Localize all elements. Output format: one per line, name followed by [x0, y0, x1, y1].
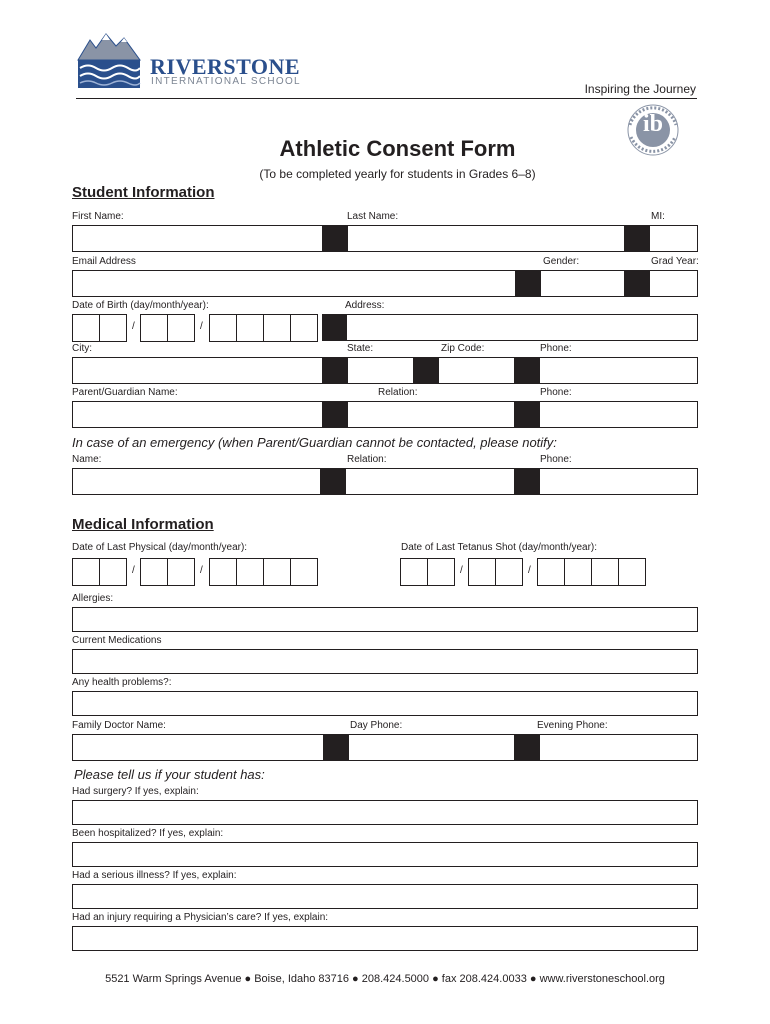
date-separator: /: [200, 565, 203, 576]
address-label: Address:: [345, 300, 385, 311]
day-phone-field[interactable]: [348, 734, 515, 761]
state-label: State:: [347, 343, 374, 354]
separator-block: [515, 401, 539, 428]
parent-relation-field[interactable]: [347, 401, 515, 428]
separator-block: [625, 270, 649, 297]
surgery-label: Had surgery? If yes, explain:: [72, 786, 199, 797]
student-info-heading: Student Information: [72, 184, 215, 201]
parent-phone-label: Phone:: [540, 387, 572, 398]
zip-field[interactable]: [438, 357, 515, 384]
emergency-phone-label: Phone:: [540, 454, 572, 465]
parent-name-field[interactable]: [72, 401, 323, 428]
footer-contact: 5521 Warm Springs Avenue ● Boise, Idaho 83716 ● 208.424.5000 ● fax 208.424.0033 ● www.riverstoneschool.org: [105, 973, 665, 985]
relation-label: Relation:: [378, 387, 418, 398]
injury-label: Had an injury requiring a Physician’s care? If yes, explain:: [72, 912, 329, 923]
surgery-field[interactable]: [72, 800, 698, 825]
zip-label: Zip Code:: [441, 343, 485, 354]
address-field[interactable]: [346, 314, 698, 341]
emergency-relation-field[interactable]: [345, 468, 515, 495]
mi-field[interactable]: [649, 225, 698, 252]
parent-name-label: Parent/Guardian Name:: [72, 387, 178, 398]
parent-phone-field[interactable]: [539, 401, 698, 428]
grad-year-label: Grad Year:: [651, 256, 699, 267]
first-name-label: First Name:: [72, 211, 124, 222]
emergency-heading: In case of an emergency (when Parent/Guardian cannot be contacted, please notify:: [72, 435, 557, 450]
last-name-field[interactable]: [347, 225, 625, 252]
hospitalized-field[interactable]: [72, 842, 698, 867]
separator-block: [324, 734, 348, 761]
email-field[interactable]: [72, 270, 516, 297]
doctor-name-field[interactable]: [72, 734, 324, 761]
separator-block: [321, 468, 345, 495]
date-separator: /: [132, 321, 135, 332]
date-separator: /: [132, 565, 135, 576]
school-name: RIVERSTONE: [150, 54, 301, 79]
allergies-label: Allergies:: [72, 593, 114, 604]
evening-phone-field[interactable]: [539, 734, 698, 761]
emergency-phone-field[interactable]: [539, 468, 698, 495]
form-subtitle: (To be completed yearly for students in Grades 6–8): [259, 167, 536, 181]
illness-label: Had a serious illness? If yes, explain:: [72, 870, 237, 881]
last-tetanus-date-field[interactable]: [400, 558, 648, 586]
medications-field[interactable]: [72, 649, 698, 674]
date-separator: /: [460, 565, 463, 576]
medications-label: Current Medications: [72, 635, 162, 646]
day-phone-label: Day Phone:: [350, 720, 403, 731]
city-field[interactable]: [72, 357, 323, 384]
date-separator: /: [528, 565, 531, 576]
school-subname: INTERNATIONAL SCHOOL: [151, 76, 301, 87]
ib-logo-text: ib: [642, 111, 663, 137]
medical-info-heading: Medical Information: [72, 516, 214, 533]
last-physical-label: Date of Last Physical (day/month/year):: [72, 542, 248, 553]
emergency-name-field[interactable]: [72, 468, 321, 495]
health-problems-label: Any health problems?:: [72, 677, 172, 688]
city-label: City:: [72, 343, 92, 354]
separator-block: [323, 357, 347, 384]
separator-block: [515, 734, 539, 761]
phone-field[interactable]: [539, 357, 698, 384]
gender-label: Gender:: [543, 256, 580, 267]
emergency-relation-label: Relation:: [347, 454, 387, 465]
allergies-field[interactable]: [72, 607, 698, 632]
dob-label: Date of Birth (day/month/year):: [72, 300, 209, 311]
state-field[interactable]: [347, 357, 414, 384]
phone-label: Phone:: [540, 343, 572, 354]
doctor-name-label: Family Doctor Name:: [72, 720, 166, 731]
separator-block: [625, 225, 649, 252]
header-rule: [76, 98, 697, 99]
separator-block: [414, 357, 438, 384]
separator-block: [515, 357, 539, 384]
history-heading: Please tell us if your student has:: [74, 767, 265, 782]
hospitalized-label: Been hospitalized? If yes, explain:: [72, 828, 224, 839]
last-tetanus-label: Date of Last Tetanus Shot (day/month/year):: [401, 542, 598, 553]
last-name-label: Last Name:: [347, 211, 399, 222]
separator-block: [323, 401, 347, 428]
separator-block: [323, 225, 347, 252]
gender-field[interactable]: [540, 270, 625, 297]
form-title: Athletic Consent Form: [279, 136, 516, 161]
school-logo: [76, 30, 142, 92]
separator-block: [516, 270, 540, 297]
emergency-name-label: Name:: [72, 454, 102, 465]
injury-field[interactable]: [72, 926, 698, 951]
illness-field[interactable]: [72, 884, 698, 909]
date-separator: /: [200, 321, 203, 332]
mountain-river-icon: [76, 30, 142, 92]
tagline: Inspiring the Journey: [584, 82, 696, 96]
separator-block: [515, 468, 539, 495]
first-name-field[interactable]: [72, 225, 323, 252]
grad-year-field[interactable]: [649, 270, 698, 297]
email-label: Email Address: [72, 256, 136, 267]
evening-phone-label: Evening Phone:: [537, 720, 608, 731]
health-problems-field[interactable]: [72, 691, 698, 716]
dob-field[interactable]: [72, 314, 320, 342]
mi-label: MI:: [651, 211, 665, 222]
separator-block: [322, 314, 346, 341]
last-physical-date-field[interactable]: [72, 558, 320, 586]
